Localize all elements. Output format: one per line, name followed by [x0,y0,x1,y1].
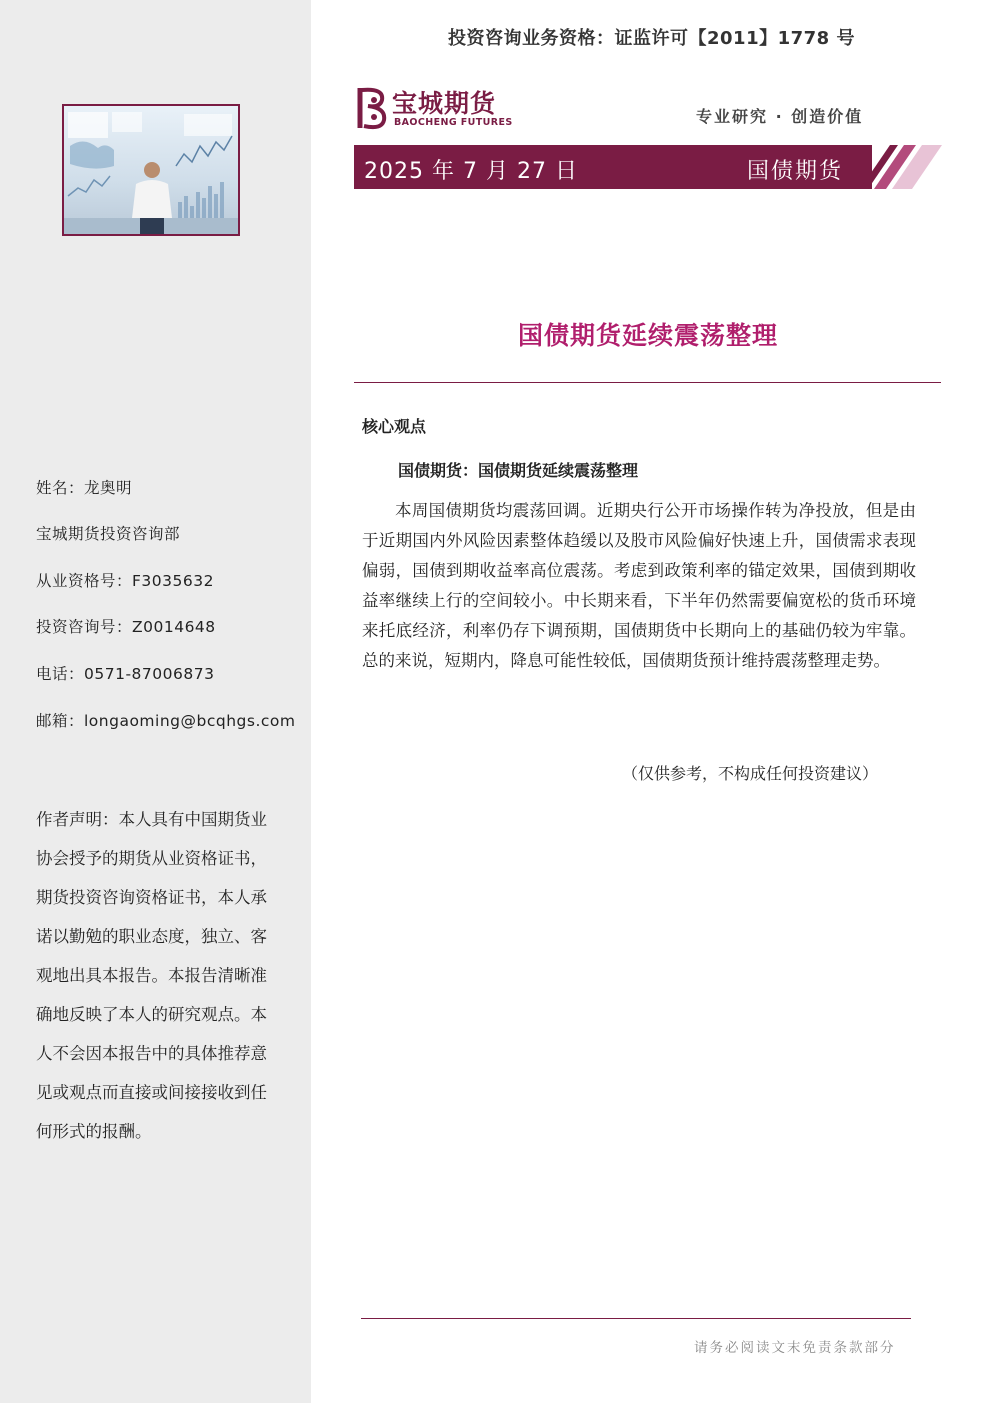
analyst-name: 姓名：龙奥明 [36,479,133,497]
title-divider [354,382,941,383]
company-logo [356,84,526,132]
baocheng-logo-icon [356,84,390,132]
analyst-consulting-number: 投资咨询号：Z0014648 [36,618,216,636]
footer-divider [361,1318,911,1319]
cover-image [62,104,240,236]
disclaimer: （仅供参考，不构成任何投资建议） [622,764,879,783]
sidebar [0,0,311,1403]
slogan: 专业研究 · 创造价值 [696,107,864,126]
report-category: 国债期货 [747,159,844,184]
analyst-department: 宝城期货投资咨询部 [36,525,181,543]
analyst-email: 邮箱：longaoming@bcqhgs.com [36,712,296,730]
logo-english-name: BAOCHENG FUTURES [394,117,513,128]
analyst-phone: 电话：0571-87006873 [36,665,215,683]
report-title: 国债期货延续震荡整理 [517,321,778,350]
body-paragraph: 本周国债期货均震荡回调。近期央行公开市场操作转为净投放，但是由于近期国内外风险因素整体趋缓以及股市风险偏好快速上升，国债需求表现偏弱，国债到期收益率高位震荡。考虑到政策利率的锚定效果，国债到期收益率继续上行的空间较小。中长期来看，下半年仍然需要偏宽松的货币环境来托底经济，利率仍存下调预期，国债期货中长期向上的基础仍较为牢靠。总的来说，短期内，降息可能性较低，国债期货预计维持震荡整理走势。 [362,501,916,670]
logo-chinese-name: 宝城期货 [392,89,497,118]
footer-note: 请务必阅读文末免责条款部分 [694,1340,896,1356]
date-banner [354,145,942,189]
report-date: 2025 年 7 月 27 日 [364,159,578,184]
section-label: 核心观点 [362,417,427,436]
author-statement: 作者声明：本人具有中国期货业协会授予的期货从业资格证书，期货投资咨询资格证书，本人承诺以勤勉的职业态度，独立、客观地出具本报告。本报告清晰准确地反映了本人的研究观点。本人不会因本报告中的具体推荐意见或观点而直接或间接接收到任何形式的报酬。 [36,810,267,1141]
sub-heading: 国债期货：国债期货延续震荡整理 [398,461,639,480]
analyst-qualification: 从业资格号：F3035632 [36,572,214,590]
business-man-charts-image [64,106,238,234]
license-text: 投资咨询业务资格：证监许可【2011】1778 号 [448,28,855,49]
